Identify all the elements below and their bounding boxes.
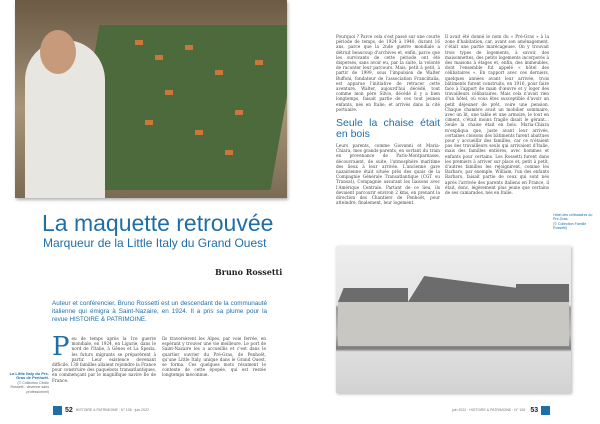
caption-credit: (© Collection Cécile Rossetti - devenue sans professionnel) [10,380,49,394]
page-number: 52 [65,407,73,414]
section-heading: Seule la chaise était en bois [336,117,440,141]
author-name: Bruno Rossetti [215,267,283,277]
left-column-1 [52,332,156,383]
folio-square [53,406,62,415]
folio-text: HISTOIRE & PATRIMOINE · N° 106 · juin 2022 [75,408,149,412]
left-caption [5,372,49,394]
left-folio [53,406,149,415]
building [338,301,569,346]
article-title: La maquette retrouvée [42,210,274,236]
photo-man-with-model [15,0,287,198]
right-caption [553,213,598,231]
caption-title: Hôtel des célibataires du Pré-Gras [553,213,593,222]
drop-cap: P [52,332,70,362]
body-text: Leurs parents, comme Giovanni et Maria-Chiara, mes grands-parents, en sortant du train en provenance de Paris-Montparnasse, découvraient, de suite, l'atmosphère maritime des lieux à leur arrivée. L'ancienne gare nazairienne était située près des quais de la Compagnie Générale Transatlantique (CGT ou Transat), Compagnie assurant les liaisons avec l'Amérique Centrale. Partant de ce lieu, ils devaient parcourir environ 2 kms, en prenant la direction des Chantiers de Penhoët, pour atteindre, finalement, leur logement. [336,143,440,206]
body-text: eu de temps après la 1re guerre mondiale, en 1924, en Ligurie, dans le nord de l'Italie, à Gênes et La Spezia, les futurs migrants se préparèrent à partir. Leur existence devenant difficile, 138 familles allaient rejoindre la France pour construire des paquebots transatlantiques, en commençant par le magnifique navire Ile de France. [52,336,156,383]
article-subtitle: Marqueur de la Little Italy du Grand Ouest [43,236,267,250]
caption-credit: (© Collection Famille Rossetti) [553,221,587,231]
man-head [40,30,76,74]
caption-title: La Little Italy du Pré-Gras de Penhoët. [9,371,49,381]
page-number: 53 [530,407,539,414]
folio-square [541,406,550,415]
body-text: Pourquoi ? Parce cela s'est passé sur une courte période de temps, de 1924 à 1940, durant 16 ans, parce que la 2nde guerre mondiale a détruit beaucoup d'archives et, enfin, parce que les survivants de cette période ont été dispersés, sans avoir eu, par la suite, la volonté de raconter leur parcours. Mais, petit à petit, à partir de 1999, sous l'impulsion de Walter Buffoni, fondateur de l'association Franciitalia, est apparue l'initiative de retracer cette aventure. Walter, aujourd'hui décédé, tout comme mon père Silvio, décédé il y a bien longtemps, faisait partie de ces tout jeunes enfants, nés en Italie, et arrivés dans la cité portuaire. [336,34,440,112]
right-folio [452,406,550,415]
right-column-1 [336,34,440,205]
intro-paragraph: Auteur et conférencier, Bruno Rossetti est un descendant de la communauté italienne qui émigra à Saint-Nazaire, en 1924. Il a pris sa plume pour la revue HISTOIRE & PATRIMOINE. [52,300,267,323]
left-column-2: Ils traversèrent les Alpes, par voie ferrée, en espérant y trouver une vie meilleure. Le port de Saint-Nazaire les a accueillis et c'est dans le quartier ouvrier du Pré-Gras, de Penhoët, qu'une Little Italy, unique dans le Grand Ouest, se forma. Ces quelques mots résument le contexte de cette épopée, qui est restée longtemps méconnue. [162,336,266,378]
folio-text: juin 2022 · HISTOIRE & PATRIMOINE · N° 106 · [452,408,528,412]
photo-hotel-celibataires [336,246,571,393]
right-column-2: Il avait été donné le nom du « Pré-Gras » à la zone d'habitation, car, avant son aménagement, c'était une partie marécageuse. On y trouvait trois types de logements, à savoir, des maisonnettes, des petits logements incorporés à des maisons à étages et, enfin, des immeubles, dont l'ensemble fut appelé « hôtel des célibataires ». En rapport avec ces derniers, quelques années avant leur arrivée, trois bâtiments furent construits, en 1916, pour faire face à l'apport de main d'œuvre et y loger des travailleurs célibataires. Mais cela n'avait rien d'un hôtel, où vous êtes susceptible d'avoir un petit déjeuner de prêt, voire une pension. Chaque chambre avait un mobilier sommaire, avec un lit, une table et une armoire, le tout en ciment, c'était moins fragile disait le gérant… Seule la chaise était en bois. Maria-Chiara m'expliqua que, juste avant leur arrivée, certaines cloisons des bâtiments furent abattues pour y accueillir des familles, car ce n'étaient pas des travailleurs seuls qui arrivaient d'Italie, mais des familles entières, avec hommes et enfants pour certains. Les Rossetti furent dans les premiers à arriver sur place et, petit à petit, d'autres familles les rejoignirent, comme les Barbaro, par exemple. William, l'un des enfants Barbaro, faisait partie de ceux qui sont nés après l'arrivée des parents italiens en France, il était, donc, légèrement plus jeune que certains de ses camarades, nés en Italie. [445,34,549,196]
